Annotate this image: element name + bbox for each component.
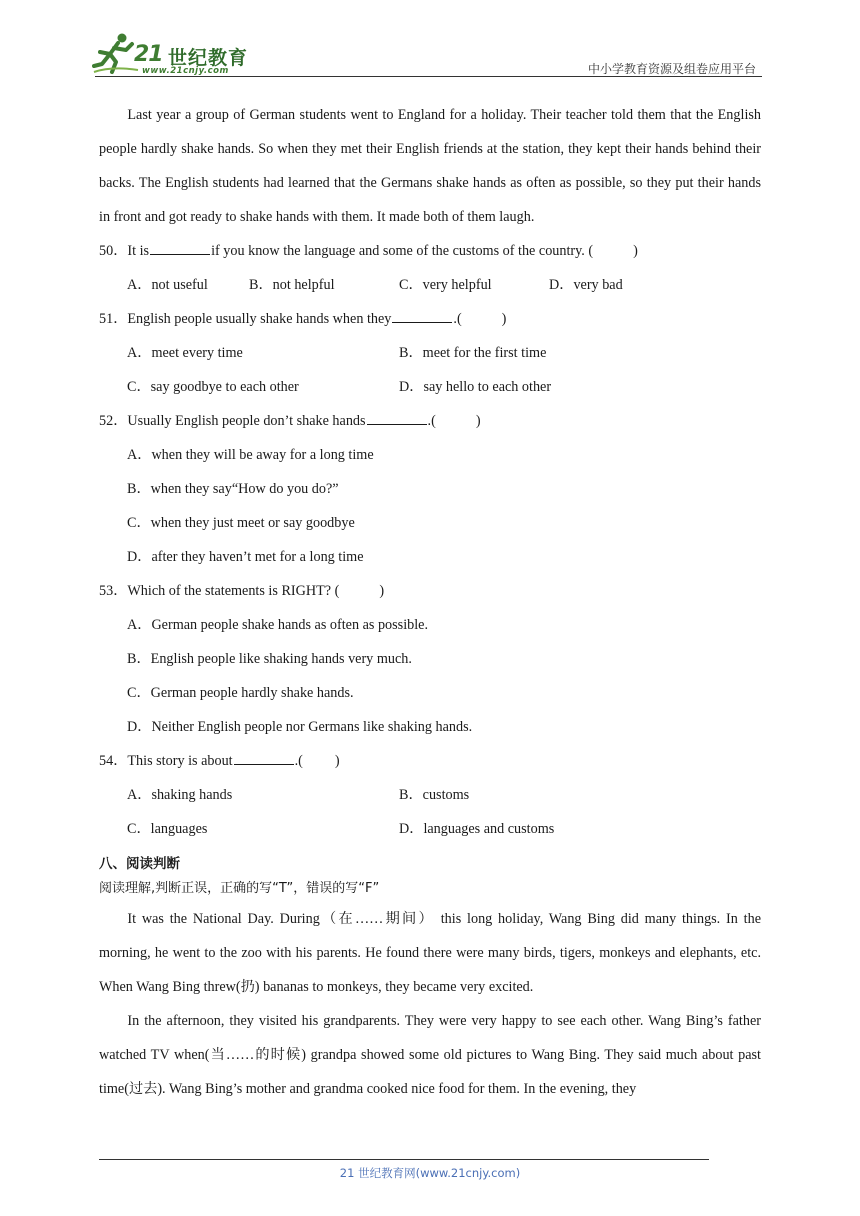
answer-blank bbox=[367, 410, 427, 425]
header-divider bbox=[95, 76, 762, 77]
answer-blank bbox=[392, 308, 452, 323]
option-d: D．after they haven’t met for a long time bbox=[127, 549, 364, 565]
options-row bbox=[99, 812, 761, 846]
logo-number: 21 bbox=[134, 42, 163, 67]
footer-divider bbox=[99, 1159, 709, 1160]
option-b: B．when they say“How do you do?” bbox=[127, 481, 339, 497]
question-stem: 53．Which of the statements is RIGHT? ( ) bbox=[99, 583, 385, 599]
logo-url: www.21cnjy.com bbox=[142, 66, 229, 76]
option-c: C．German people hardly shake hands. bbox=[127, 685, 354, 701]
question-number: 53． bbox=[99, 583, 128, 599]
option-c: C．when they just meet or say goodbye bbox=[127, 515, 355, 531]
option-d: D．Neither English people nor Germans like shaking hands. bbox=[127, 719, 473, 735]
options-row bbox=[99, 778, 761, 812]
options-row bbox=[99, 370, 761, 404]
option-b: B．English people like shaking hands very much. bbox=[127, 651, 412, 667]
option-c: C．very helpful bbox=[399, 277, 492, 293]
section-instruction: 阅读理解,判断正误，正确的写“T”，错误的写“F” bbox=[99, 881, 380, 896]
question-number: 50． bbox=[99, 243, 128, 259]
option-b: B．meet for the first time bbox=[399, 345, 547, 361]
question-stem: 51．English people usually shake hands when they .( ) bbox=[99, 302, 761, 336]
option-d: D．languages and customs bbox=[399, 821, 555, 837]
question-stem: 54．This story is about .( ) bbox=[99, 744, 761, 778]
document-body bbox=[99, 98, 761, 1106]
passage-paragraph: It was the National Day. During（在……期间） this long holiday, Wang Bing did many things. In the morning, he went to the zoo with his parents. He found there were many birds, tigers, monkeys and elephants, etc. When Wang Bing threw(扔) bananas to monkeys, they became very excited. bbox=[99, 911, 761, 995]
option-a: A．German people shake hands as often as possible. bbox=[127, 617, 429, 633]
answer-blank bbox=[234, 750, 294, 765]
question-number: 51． bbox=[99, 311, 128, 327]
page-header bbox=[0, 0, 860, 80]
question-stem: 50．It is if you know the language and some of the customs of the country. ( ) bbox=[99, 234, 761, 268]
question-stem: 52．Usually English people don’t shake hands .( ) bbox=[99, 404, 761, 438]
platform-name: 中小学教育资源及组卷应用平台 bbox=[587, 62, 756, 76]
footer-link[interactable]: 21 世纪教育网(www.21cnjy.com) bbox=[339, 1166, 521, 1180]
section-title: 八、阅读判断 bbox=[99, 856, 180, 872]
question-52 bbox=[99, 404, 761, 574]
option-d: D．very bad bbox=[549, 277, 623, 293]
logo-text: 世纪教育 bbox=[168, 47, 249, 69]
question-number: 52． bbox=[99, 413, 128, 429]
runner-logo-icon bbox=[92, 32, 140, 76]
option-a: A．shaking hands bbox=[127, 787, 233, 803]
options-row bbox=[99, 336, 761, 370]
options-row bbox=[99, 268, 761, 302]
question-50 bbox=[99, 234, 761, 302]
option-c: C．say goodbye to each other bbox=[127, 379, 299, 395]
option-c: C．languages bbox=[127, 821, 208, 837]
question-number: 54． bbox=[99, 753, 128, 769]
question-53 bbox=[99, 574, 761, 744]
option-b: B．not helpful bbox=[249, 277, 335, 293]
option-a: A．when they will be away for a long time bbox=[127, 447, 374, 463]
question-54 bbox=[99, 744, 761, 846]
option-d: D．say hello to each other bbox=[399, 379, 552, 395]
option-a: A．not useful bbox=[127, 277, 208, 293]
logo bbox=[92, 32, 262, 78]
option-a: A．meet every time bbox=[127, 345, 243, 361]
option-b: B．customs bbox=[399, 787, 470, 803]
passage-paragraph: In the afternoon, they visited his grandparents. They were very happy to see each other. Wang Bing’s father watched TV when(当……的时候) grandpa showed some old pictures to Wang Bing. They said much about past time(过去). Wang Bing’s mother and grandma cooked nice food for them. In the evening, they bbox=[99, 1013, 761, 1097]
answer-blank bbox=[150, 240, 210, 255]
question-51 bbox=[99, 302, 761, 404]
passage-paragraph: Last year a group of German students went to England for a holiday. Their teacher told them that the English people hardly shake hands. So when they met their English friends at the station, they kept their hands behind their backs. The English students had learned that the Germans shake hands as often as possible, so they put their hands in front and got ready to shake hands with them. It made both of them laugh. bbox=[99, 107, 761, 225]
